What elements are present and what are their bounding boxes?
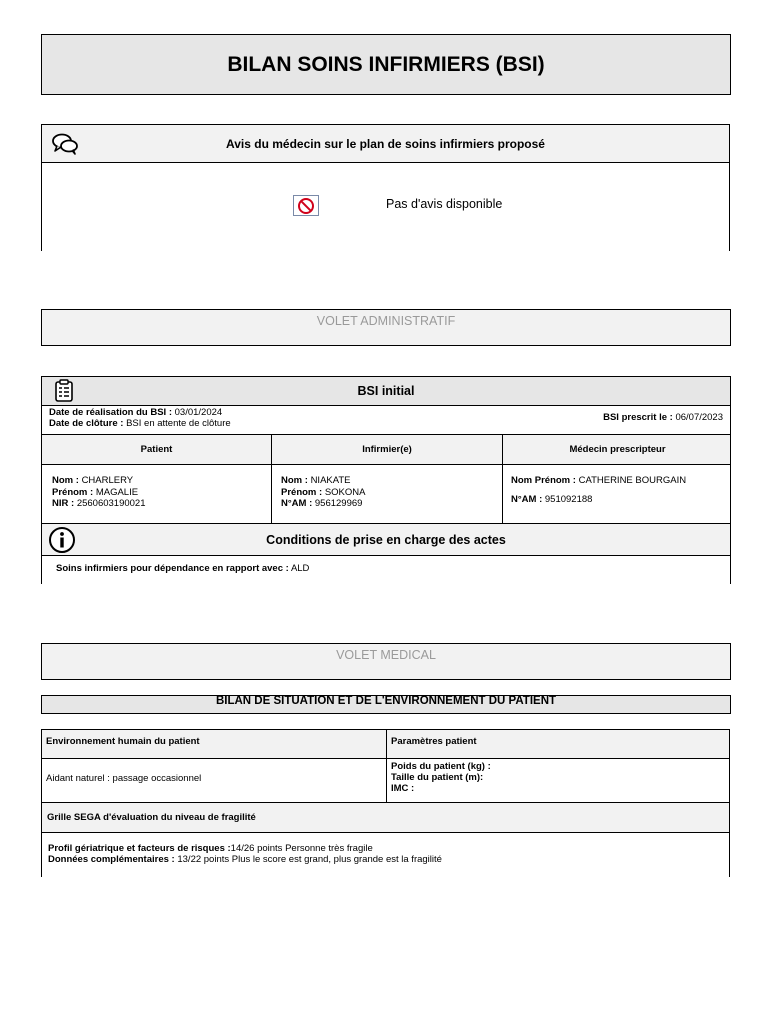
info-icon [48,526,76,557]
infirmier-nam: 956129969 [314,498,363,509]
profil-value: 14/26 points Personne très fragile [230,843,373,854]
clipboard-icon [53,379,75,406]
bsi-initial-header [42,377,730,406]
conditions-header [42,524,730,556]
donnees-value: 13/22 points Plus le score est grand, plus grande est la fragilité [177,854,442,865]
patient-prenom-label: Prénom : [52,486,94,498]
volet-administratif-header [41,309,731,346]
infirmier-nam-label: N°AM : [281,498,313,509]
env-heading: Environnement humain du patient [42,730,387,758]
imc-label: IMC : [391,783,415,794]
date-cloture-value: BSI en attente de clôture [126,417,231,429]
bsi-prescrit [603,413,723,424]
document-title-box [41,34,731,95]
volet-medical-label: VOLET MEDICAL [336,648,436,662]
conditions-value: ALD [290,563,310,574]
donnees-label: Données complémentaires : [48,854,175,865]
poids-label: Poids du patient (kg) : [391,761,491,772]
column-infirmier: Infirmier(e) [272,435,503,464]
volet-medical-header [41,643,731,680]
bsi-people-row [42,465,730,524]
profil-label: Profil gériatrique et facteurs de risques : [48,843,231,854]
medecin-nom-label: Nom Prénom : [511,475,576,486]
params-values [387,759,731,802]
medecin-nam-label: N°AM : [511,493,543,505]
conditions-heading: Conditions de prise en charge des actes [266,532,506,547]
patient-nom-label: Nom : [52,475,79,486]
avis-status-text: Pas d'avis disponible [386,197,503,211]
medecin-nom: CATHERINE BOURGAIN [578,475,687,486]
infirmier-nom-label: Nom : [281,475,308,486]
infirmier-nom: NIAKATE [310,475,351,486]
patient-prenom: MAGALIE [95,486,139,498]
bsi-dates-row [42,406,730,435]
patient-nom: CHARLERY [81,475,134,486]
medecin-info [511,475,686,505]
taille-label: Taille du patient (m): [391,772,484,783]
bsi-prescrit-value: 06/07/2023 [675,412,723,423]
profil-geriatrique [48,843,723,854]
patient-info [52,475,146,510]
column-patient: Patient [42,435,272,464]
conditions-body [42,556,730,584]
speech-bubbles-icon [51,132,79,159]
patient-nir-label: NIR : [52,498,75,509]
env-value: Aidant naturel : passage occasionnel [42,759,387,802]
environnement-header-row [42,730,729,759]
sega-header [42,803,729,833]
infirmier-info [281,475,365,510]
date-realisation-value: 03/01/2024 [174,407,223,418]
avis-medecin-heading: Avis du médecin sur le plan de soins infirmiers proposé [226,136,545,151]
bilan-situation-header [41,695,731,714]
environnement-table [41,729,730,877]
bilan-situation-heading: BILAN DE SITUATION ET DE L'ENVIRONNEMENT DU PATIENT [215,695,557,707]
patient-nir: 2560603190021 [76,498,146,509]
avis-medecin-body [42,163,729,251]
medecin-nam: 951092188 [544,493,593,505]
column-medecin: Médecin prescripteur [569,444,666,455]
bsi-initial-section [41,376,731,584]
avis-medecin-header [42,125,729,163]
sega-heading: Grille SEGA d'évaluation du niveau de fragilité [47,812,256,823]
donnees-complementaires [48,854,723,865]
infirmier-cell [272,465,503,523]
medecin-cell [503,465,732,523]
document-title: BILAN SOINS INFIRMIERS (BSI) [227,52,545,76]
infirmier-prenom: SOKONA [324,486,366,498]
date-cloture-label: Date de clôture : [49,417,124,429]
environnement-data-row [42,759,729,803]
sega-body [42,833,729,877]
bsi-initial-heading: BSI initial [357,384,415,398]
infirmier-prenom-label: Prénom : [281,486,323,498]
params-heading: Paramètres patient [391,736,477,747]
bsi-columns-header [42,435,730,465]
avis-medecin-section [41,124,730,251]
no-entry-icon [293,195,319,216]
volet-administratif-label: VOLET ADMINISTRATIF [316,314,456,328]
patient-cell [42,465,272,523]
conditions-label: Soins infirmiers pour dépendance en rapport avec : [56,563,289,574]
date-realisation-label: Date de réalisation du BSI : [49,407,172,418]
bsi-prescrit-label: BSI prescrit le : [603,412,673,423]
